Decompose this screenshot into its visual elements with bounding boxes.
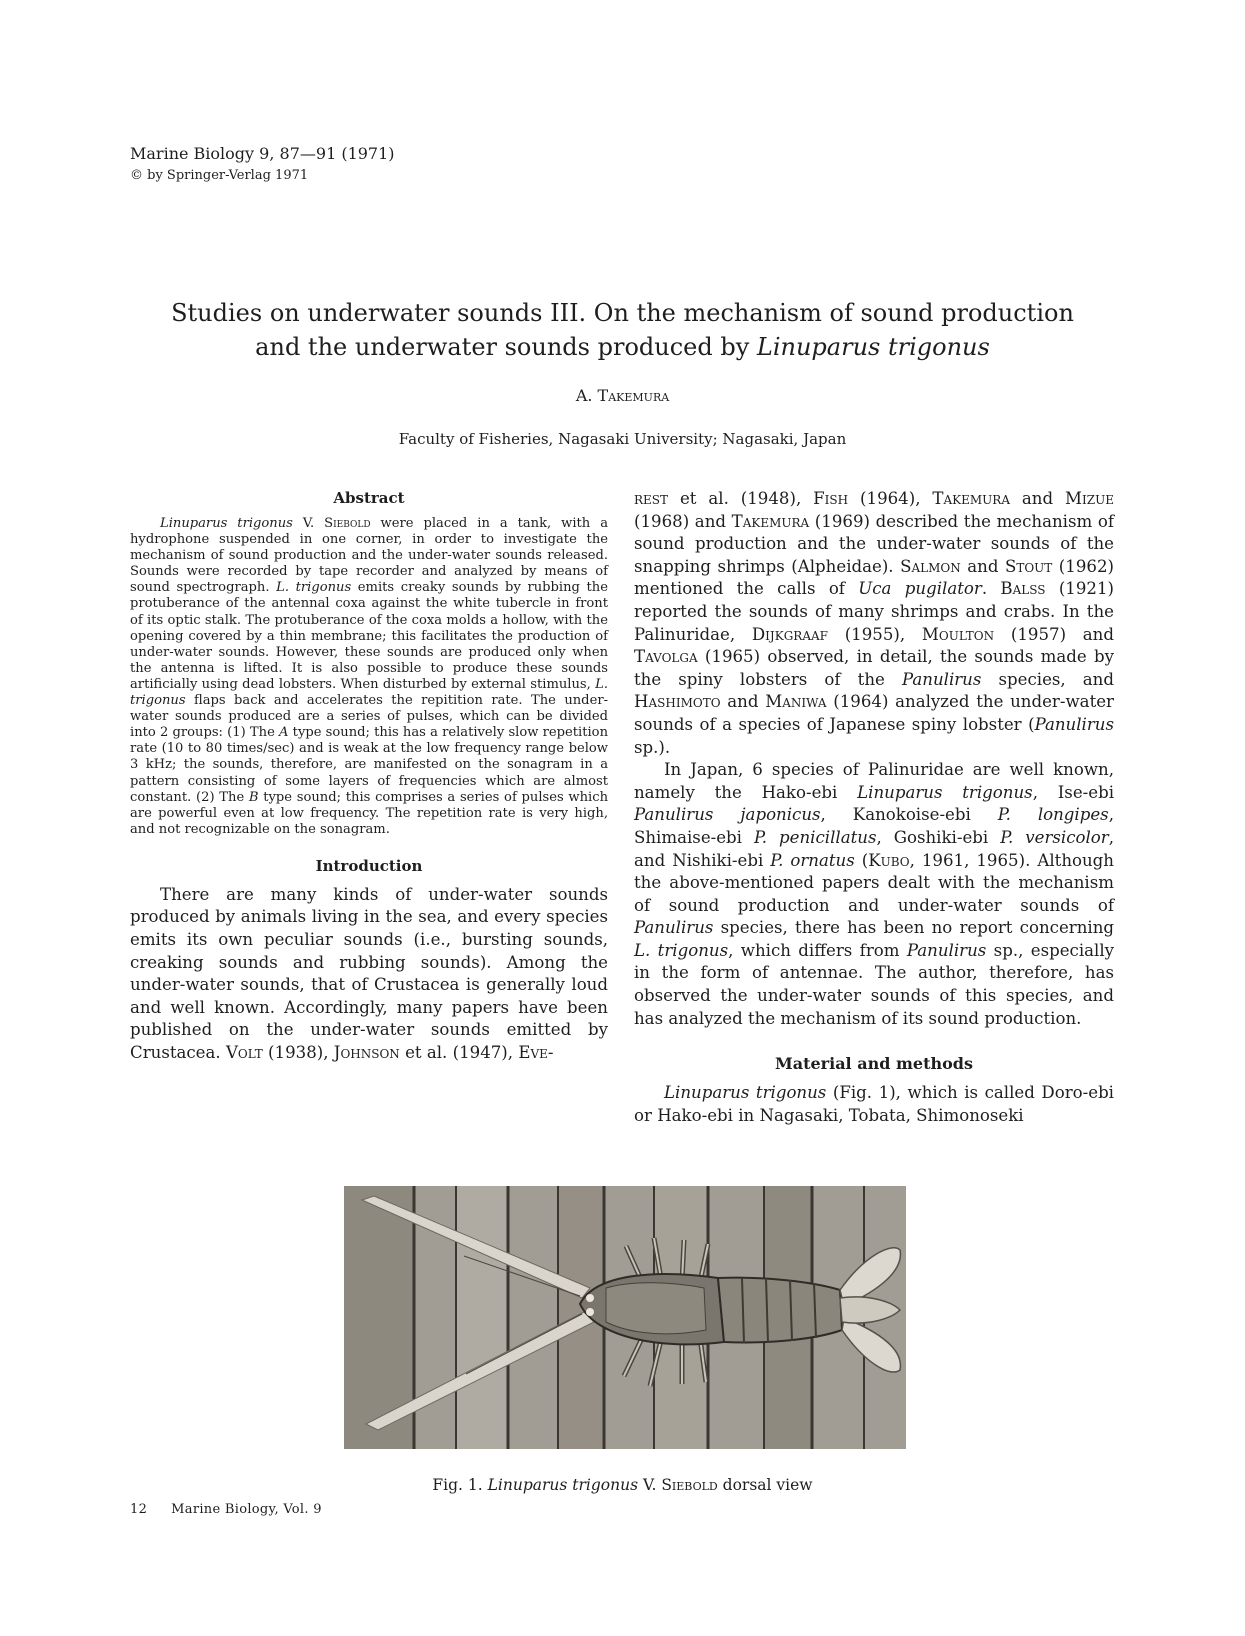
introduction-paragraph-2: In Japan, 6 species of Palinuridae are well known, namely the Hako-ebi Linuparus trigonus, Ise-ebi Panulirus japonicus, Kanokoise-ebi P. longipes, Shimaise-ebi P. penicillatus, Goshiki-ebi P. versicolor, and Nishiki-ebi P. ornatus (Kubo, 1961, 1965). Although the above-mentioned papers dealt with the mechanism of sound production and under-water sounds of Panulirus species, there has been no report concerning L. trigonus, which differs from Panulirus sp., especially in the form of antennae. The author, therefore, has observed the under-water sounds of this species, and has analyzed the mechanism of its sound production. (634, 760, 1115, 1028)
copyright-line: © by Springer-Verlag 1971 (130, 168, 309, 183)
right-column (634, 488, 1114, 1127)
methods-paragraph-1: Linuparus trigonus (Fig. 1), which is called Doro-ebi or Hako-ebi in Nagasaki, Tobata, Shimonoseki (634, 1083, 1114, 1125)
journal-citation: Marine Biology 9, 87—91 (1971) (130, 144, 395, 163)
introduction-heading: Introduction (315, 856, 423, 875)
left-column (130, 488, 608, 1065)
methods-heading: Material and methods (775, 1054, 973, 1074)
figure-1-photo (344, 1186, 906, 1449)
title-line-2: and the underwater sounds produced by (255, 333, 757, 361)
affiliation: Faculty of Fisheries, Nagasaki University; Nagasaki, Japan (398, 430, 847, 448)
journal-header (130, 142, 630, 186)
introduction-paragraph-1-cont: rest et al. (1948), Fish (1964), Takemura and Mizue (1968) and Takemura (1969) described the mechanism of sound production and the under-water sounds of the snapping shrimps (Alpheidae). Salmon and Stout (1962) mentioned the calls of Uca pugilator. Balss (1921) reported the sounds of many shrimps and crabs. In the Palinuridae, Dijkgraaf (1955), Moulton (1957) and Tavolga (1965) observed, in detail, the sounds made by the spiny lobsters of the Panulirus species, and Hashimoto and Maniwa (1964) analyzed the under-water sounds of a species of Japanese spiny lobster (Panulirus sp.). (634, 489, 1114, 757)
title-species: Linuparus trigonus (756, 333, 990, 361)
title-line-1: Studies on underwater sounds III. On the mechanism of sound production (171, 299, 1074, 327)
page-footer (130, 1502, 322, 1517)
abstract-text: Linuparus trigonus V. Siebold were placed in a tank, with a hydrophone suspended in one corner, in order to investigate the mechanism of sound production and the under-water sounds released. Sounds were recorded by tape recorder and analyzed by means of sound spectrograph. L. trigonus emits creaky sounds by rubbing the protuberance of the antennal coxa against the white tubercle in front of its optic stalk. The protuberance of the coxa molds a hollow, with the opening covered by a thin membrane; this facilitates the production of under-water sounds. However, these sounds are produced only when the antenna is lifted. It is also possible to produce these sounds artificially using dead lobsters. When disturbed by external stimulus, L. trigonus flaps back and accelerates the repitition rate. The under-water sounds produced are a series of pulses, which can be divided into 2 groups: (1) The A type sound; this has a relatively slow repetition rate (10 to 80 times/sec) and is weak at the low frequency range below 3 kHz; the sounds, therefore, are manifested on the sonagram in a pattern consisting of some layers of frequencies which are almost constant. (2) The B type sound; this comprises a series of pulses which are powerful even at low frequency. The repetition rate is very high, and not recognizable on the sonagram. (130, 516, 609, 837)
introduction-paragraph-1: There are many kinds of under-water sounds produced by animals living in the sea, and every species emits its own peculiar sounds (i.e., bursting sounds, creaking sounds and rubbing sounds). Among the under-water sounds, that of Crustacea is generally loud and well known. Accordingly, many papers have been published on the under-water sounds emitted by Crustacea. Volt (1938), Johnson et al. (1947), Eve- (130, 884, 608, 1063)
lobster-photo (344, 1186, 906, 1449)
paper-title (120, 296, 1125, 364)
footer-journal: Marine Biology, Vol. 9 (171, 1502, 322, 1517)
abstract-heading: Abstract (333, 489, 405, 507)
figure-caption: Fig. 1. Linuparus trigonus V. Siebold dorsal view (432, 1476, 813, 1494)
author: A. Takemura (575, 386, 670, 405)
page-number: 12 (130, 1502, 148, 1517)
